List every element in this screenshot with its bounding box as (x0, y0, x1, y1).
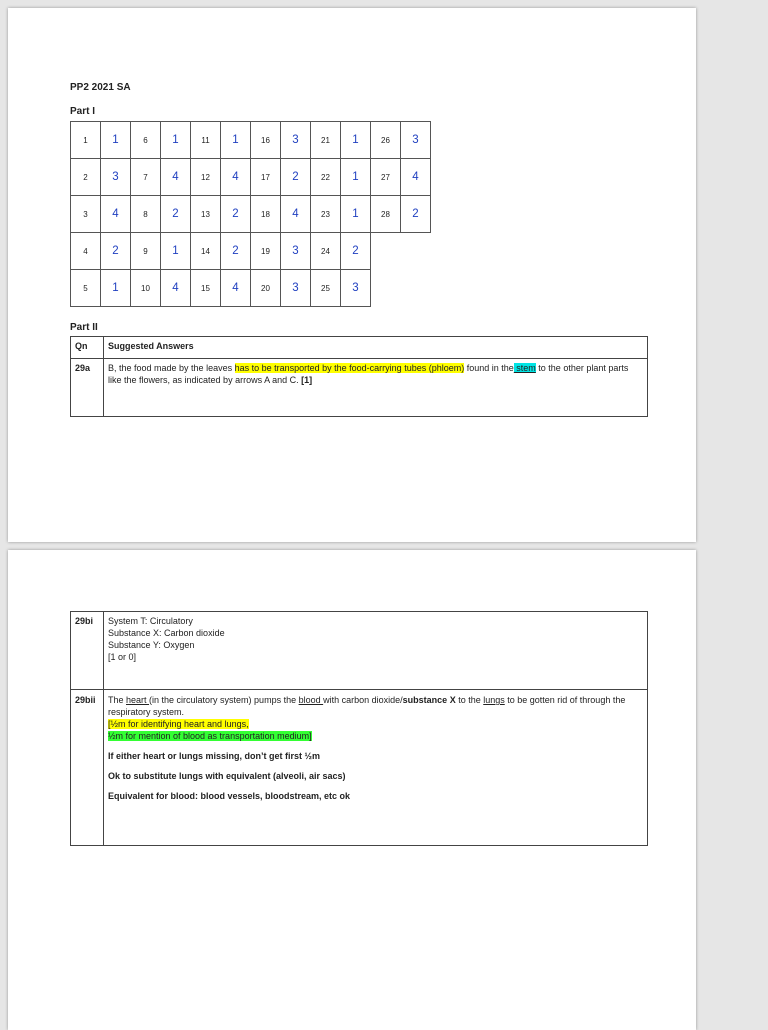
answer-text-segment: found in the (464, 363, 514, 373)
question-number-cell: 5 (71, 270, 101, 307)
answer-text-segment: to be gotten rid of through the respiratory system. (108, 695, 626, 717)
answer-text-segment: B, the food made by the leaves (108, 363, 235, 373)
answer-text-segment: The (108, 695, 127, 705)
answer-cell: 4 (221, 270, 251, 307)
answer-cell: 3 (341, 270, 371, 307)
mcq-row (71, 159, 431, 196)
marking-note: Ok to substitute lungs with equivalent (alveoli, air sacs) (108, 771, 346, 781)
answer-cell: 1 (101, 270, 131, 307)
answer-cell: 2 (161, 196, 191, 233)
answer-cell: 1 (161, 233, 191, 270)
answer-cell: 4 (161, 270, 191, 307)
question-number-cell: 26 (371, 122, 401, 159)
question-number-cell: 28 (371, 196, 401, 233)
mcq-answer-table (70, 121, 431, 307)
answer-cell: 3 (281, 233, 311, 270)
question-number: 29bii (71, 690, 104, 846)
answer-row-29bi (71, 612, 648, 690)
suggested-answers-table-continued (70, 611, 648, 846)
answer-cell: 4 (401, 159, 431, 196)
mcq-row (71, 270, 431, 307)
question-number: 29a (71, 359, 104, 417)
mark-allocation: [1 or 0] (108, 652, 137, 662)
question-number-cell: 23 (311, 196, 341, 233)
answer-cell: 4 (281, 196, 311, 233)
empty-cell (371, 233, 401, 270)
marking-note-highlight: ½m for mention of blood as transportation medium] (108, 731, 312, 741)
question-number-cell: 11 (191, 122, 221, 159)
answer-cell: 1 (341, 122, 371, 159)
question-number-cell: 18 (251, 196, 281, 233)
answer-text (104, 612, 648, 690)
answer-text-segment: to the (455, 695, 484, 705)
answer-cell: 3 (101, 159, 131, 196)
empty-cell (371, 270, 401, 307)
mcq-row (71, 122, 431, 159)
answer-cell: 1 (341, 159, 371, 196)
question-number-cell: 27 (371, 159, 401, 196)
bold-keyword: substance X (402, 695, 456, 705)
document-title: PP2 2021 SA (70, 82, 131, 93)
suggested-answers-header: Suggested Answers (104, 337, 648, 359)
answer-cell: 3 (281, 122, 311, 159)
answer-cell: 2 (221, 233, 251, 270)
question-number-cell: 15 (191, 270, 221, 307)
answer-row-29a (71, 359, 648, 417)
question-number-cell: 20 (251, 270, 281, 307)
answer-line: Substance X: Carbon dioxide (108, 628, 225, 638)
answer-text-segment: with carbon dioxide/ (323, 695, 403, 705)
question-number-cell: 21 (311, 122, 341, 159)
answer-cell: 2 (401, 196, 431, 233)
question-number-cell: 14 (191, 233, 221, 270)
answer-cell: 1 (221, 122, 251, 159)
marking-note: Equivalent for blood: blood vessels, bloodstream, etc ok (108, 791, 351, 801)
marking-note: If either heart or lungs missing, don’t get first ½m (108, 751, 321, 761)
mark-allocation: [1] (301, 375, 313, 385)
answer-cell: 4 (221, 159, 251, 196)
question-number-cell: 25 (311, 270, 341, 307)
qn-header: Qn (71, 337, 104, 359)
question-number-cell: 19 (251, 233, 281, 270)
question-number-cell: 3 (71, 196, 101, 233)
answer-cell: 2 (101, 233, 131, 270)
answer-cell: 3 (281, 270, 311, 307)
answer-cell: 1 (161, 122, 191, 159)
answer-paragraph (108, 694, 643, 718)
question-number-cell: 22 (311, 159, 341, 196)
question-number-cell: 24 (311, 233, 341, 270)
answer-cell: 1 (101, 122, 131, 159)
table-header-row (71, 337, 648, 359)
answer-cell: 1 (341, 196, 371, 233)
question-number-cell: 6 (131, 122, 161, 159)
answer-cell: 4 (161, 159, 191, 196)
underlined-keyword: lungs (483, 695, 505, 705)
highlighted-keyword: stem (513, 363, 536, 373)
highlighted-keyword: has to be transported by the food-carrying tubes (phloem) (234, 363, 465, 373)
answer-line: System T: Circulatory (108, 616, 193, 626)
empty-cell (401, 270, 431, 307)
question-number-cell: 7 (131, 159, 161, 196)
marking-note-highlight: [½m for identifying heart and lungs, (108, 719, 249, 729)
mcq-row (71, 233, 431, 270)
question-number-cell: 13 (191, 196, 221, 233)
answer-cell: 2 (221, 196, 251, 233)
answer-line: Substance Y: Oxygen (108, 640, 195, 650)
part-2-label: Part II (70, 322, 98, 333)
mcq-row (71, 196, 431, 233)
document-page-2 (8, 550, 696, 1030)
answer-text-segment: (in the circulatory system) pumps the (149, 695, 299, 705)
question-number-cell: 2 (71, 159, 101, 196)
answer-cell: 4 (101, 196, 131, 233)
answer-row-29bii (71, 690, 648, 846)
question-number-cell: 10 (131, 270, 161, 307)
suggested-answers-table (70, 336, 648, 417)
answer-text (104, 359, 648, 417)
question-number-cell: 16 (251, 122, 281, 159)
question-number-cell: 4 (71, 233, 101, 270)
question-number-cell: 12 (191, 159, 221, 196)
question-number-cell: 8 (131, 196, 161, 233)
question-number: 29bi (71, 612, 104, 690)
document-page-1 (8, 8, 696, 542)
question-number-cell: 17 (251, 159, 281, 196)
answer-cell: 2 (341, 233, 371, 270)
question-number-cell: 9 (131, 233, 161, 270)
answer-cell: 2 (281, 159, 311, 196)
underlined-keyword: heart (126, 695, 150, 705)
empty-cell (401, 233, 431, 270)
part-1-label: Part I (70, 106, 96, 117)
answer-text (104, 690, 648, 846)
underlined-keyword: blood (298, 695, 324, 705)
question-number-cell: 1 (71, 122, 101, 159)
answer-cell: 3 (401, 122, 431, 159)
answer-text-segment: to the other plant parts like the flowers, as indicated by arrows A and C. (108, 363, 629, 385)
